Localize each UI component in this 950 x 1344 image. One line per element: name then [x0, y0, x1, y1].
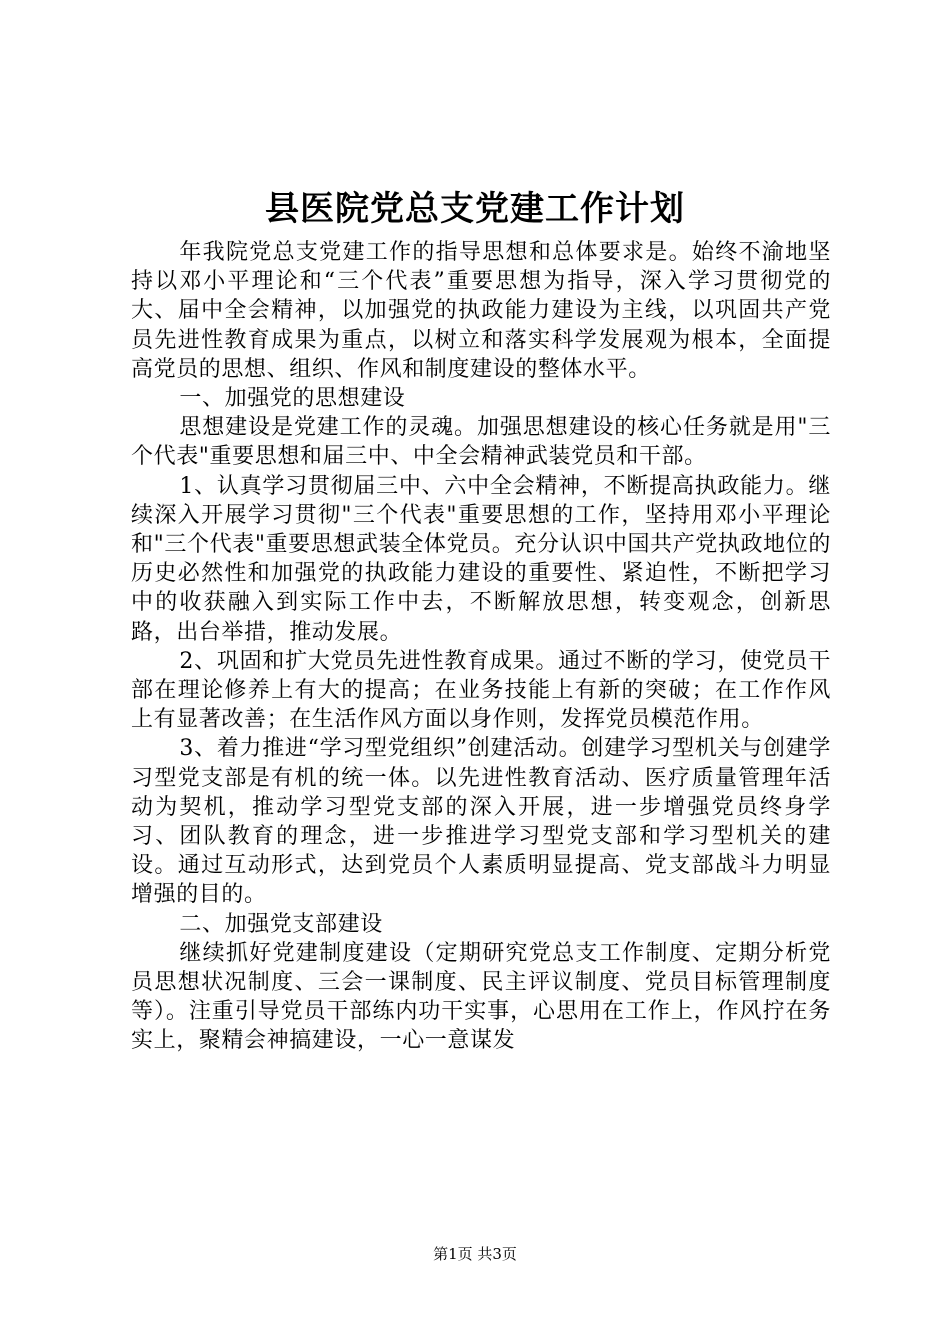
paragraph-item-3: 3、着力推进“学习型党组织”创建活动。创建学习型机关与创建学习型党支部是有机的统一体。以先进性教育活动、医疗质量管理年活动为契机，推动学习型党支部的深入开展，进一步增强党员终身学习、团队教育的理念，进一步推进学习型党支部和学习型机关的建设。通过互动形式，达到党员个人素质明显提高、党支部战斗力明显增强的目的。	[131, 736, 831, 908]
document-body	[131, 238, 831, 1056]
section-heading-1: 一、加强党的思想建设	[179, 386, 406, 412]
page-number-footer: 第1页 共3页	[433, 1245, 517, 1263]
paragraph-item-2: 2、巩固和扩大党员先进性教育成果。通过不断的学习，使党员干部在理论修养上有大的提高；在业务技能上有新的突破；在工作作风上有显著改善；在生活作风方面以身作则，发挥党员模范作用。	[131, 648, 831, 733]
section-heading-2: 二、加强党支部建设	[179, 911, 383, 937]
paragraph-branch-building: 继续抓好党建制度建设（定期研究党总支工作制度、定期分析党员思想状况制度、三会一课制度、民主评议制度、党员目标管理制度等）。注重引导党员干部练内功干实事，心思用在工作上，作风拧在务实上，聚精会神搞建设，一心一意谋发	[131, 940, 831, 1054]
paragraph-intro: 年我院党总支党建工作的指导思想和总体要求是。始终不渝地坚持以邓小平理论和“三个代表”重要思想为指导，深入学习贯彻党的大、届中全会精神，以加强党的执政能力建设为主线，以巩固共产党员先进性教育成果为重点，以树立和落实科学发展观为根本，全面提高党员的思想、组织、作风和制度建设的整体水平。	[131, 240, 831, 382]
paragraph-item-1: 1、认真学习贯彻届三中、六中全会精神，不断提高执政能力。继续深入开展学习贯彻"三个代表"重要思想的工作，坚持用邓小平理论和"三个代表"重要思想武装全体党员。充分认识中国共产党执政地位的历史必然性和加强党的执政能力建设的重要性、紧迫性，不断把学习中的收获融入到实际工作中去，不断解放思想，转变观念，创新思路，出台举措，推动发展。	[131, 473, 831, 645]
document-title: 县医院党总支党建工作计划	[265, 189, 685, 229]
paragraph-thought-building: 思想建设是党建工作的灵魂。加强思想建设的核心任务就是用"三个代表"重要思想和届三中、中全会精神武装党员和干部。	[131, 415, 831, 470]
